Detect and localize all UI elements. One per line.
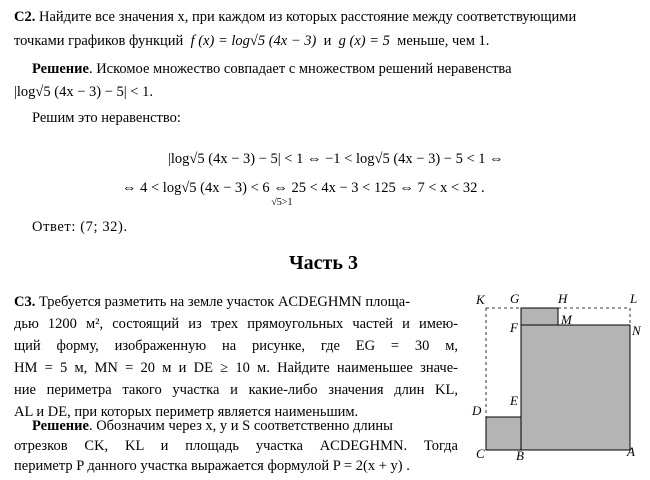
label-B: B	[516, 448, 524, 463]
f-definition: f (x) = log√5 (4x − 3)	[190, 33, 317, 49]
c2-equivalence-line1: |log√5 (4x − 3) − 5| < 1 ⇔ −1 < log√5 (4x − 3) − 5 < 1 ⇔	[168, 151, 504, 167]
c2-resolve-text: Решим это неравенство:	[32, 110, 181, 126]
c2-equivalence-line2	[122, 178, 485, 208]
c2-line2	[14, 31, 489, 51]
c2-eq-arrow: ⇔ √5>1	[273, 178, 288, 198]
c2-solution-line	[32, 59, 512, 79]
c3-line5: ние периметра такого участка и какие-либо значения длин KL,	[14, 382, 458, 398]
c2-line2-end: меньше, чем 1.	[397, 33, 490, 49]
label-N: N	[632, 323, 641, 338]
gh-rect	[521, 308, 558, 325]
plot-figure	[470, 290, 646, 470]
g-definition: g (x) = 5	[338, 33, 390, 49]
c3-solution-line1	[32, 416, 458, 436]
c3-line4: HM = 5 м, MN = 20 м и DE ≥ 10 м. Найдите наименьшее значе-	[14, 360, 458, 376]
label-C: C	[476, 446, 485, 461]
label-M: M	[561, 312, 572, 327]
c3-line2: дью 1200 м², состоящий из трех прямоугольных частей и имею-	[14, 316, 458, 332]
label-L: L	[630, 291, 638, 306]
c3-number: С3.	[14, 294, 36, 310]
c2-eq-under: √5>1	[271, 197, 293, 208]
c2-eq-line2b: 25 < 4x − 3 < 125 ⇔ 7 < x < 32 .	[291, 180, 485, 196]
c2-inequality: |log√5 (4x − 3) − 5| < 1.	[14, 84, 153, 100]
c3-line3: щий форму, изображенную на рисунке, где EG = 30 м,	[14, 338, 458, 354]
c2-solution-text: . Искомое множество совпадает с множеством решений неравенства	[88, 61, 512, 77]
c3-line1-text: Требуется разметить на земле участок ACDEGHMN площа-	[38, 294, 411, 310]
c2-solution-label: Решение	[32, 61, 89, 77]
main-rect	[521, 325, 630, 450]
c3-solution-line2: отрезков CK, KL и площадь участка ACDEGHMN. Тогда	[14, 438, 458, 454]
label-D: D	[472, 403, 482, 418]
c2-number: С2.	[14, 9, 36, 25]
label-H: H	[558, 291, 568, 306]
c2-line1-text: Найдите все значения x, при каждом из которых расстояние между соответствующими	[38, 9, 577, 25]
c3-line6: AL и DE, при которых периметр является наименьшим.	[14, 404, 359, 420]
de-rect	[486, 417, 521, 450]
c2-eq-line2a: ⇔ 4 < log√5 (4x − 3) < 6	[122, 180, 270, 196]
label-F: F	[510, 320, 518, 335]
part-title: Часть 3	[289, 252, 358, 274]
c3-line1	[14, 292, 410, 312]
label-E: E	[510, 393, 518, 408]
c3-solution-label: Решение	[32, 418, 89, 434]
c2-and: и	[323, 33, 332, 49]
c2-line1	[14, 7, 576, 27]
c3-solution-line3: периметр P данного участка выражается формулой P = 2(x + y) .	[14, 458, 410, 474]
c2-answer: Ответ: (7; 32).	[32, 219, 128, 235]
c3-solution-text1: . Обозначим через x, y и S соответственно длины	[88, 418, 393, 434]
c2-line2-text: точками графиков функций	[14, 33, 184, 49]
label-G: G	[510, 291, 520, 306]
label-K: K	[476, 292, 485, 307]
label-A: A	[627, 444, 635, 459]
